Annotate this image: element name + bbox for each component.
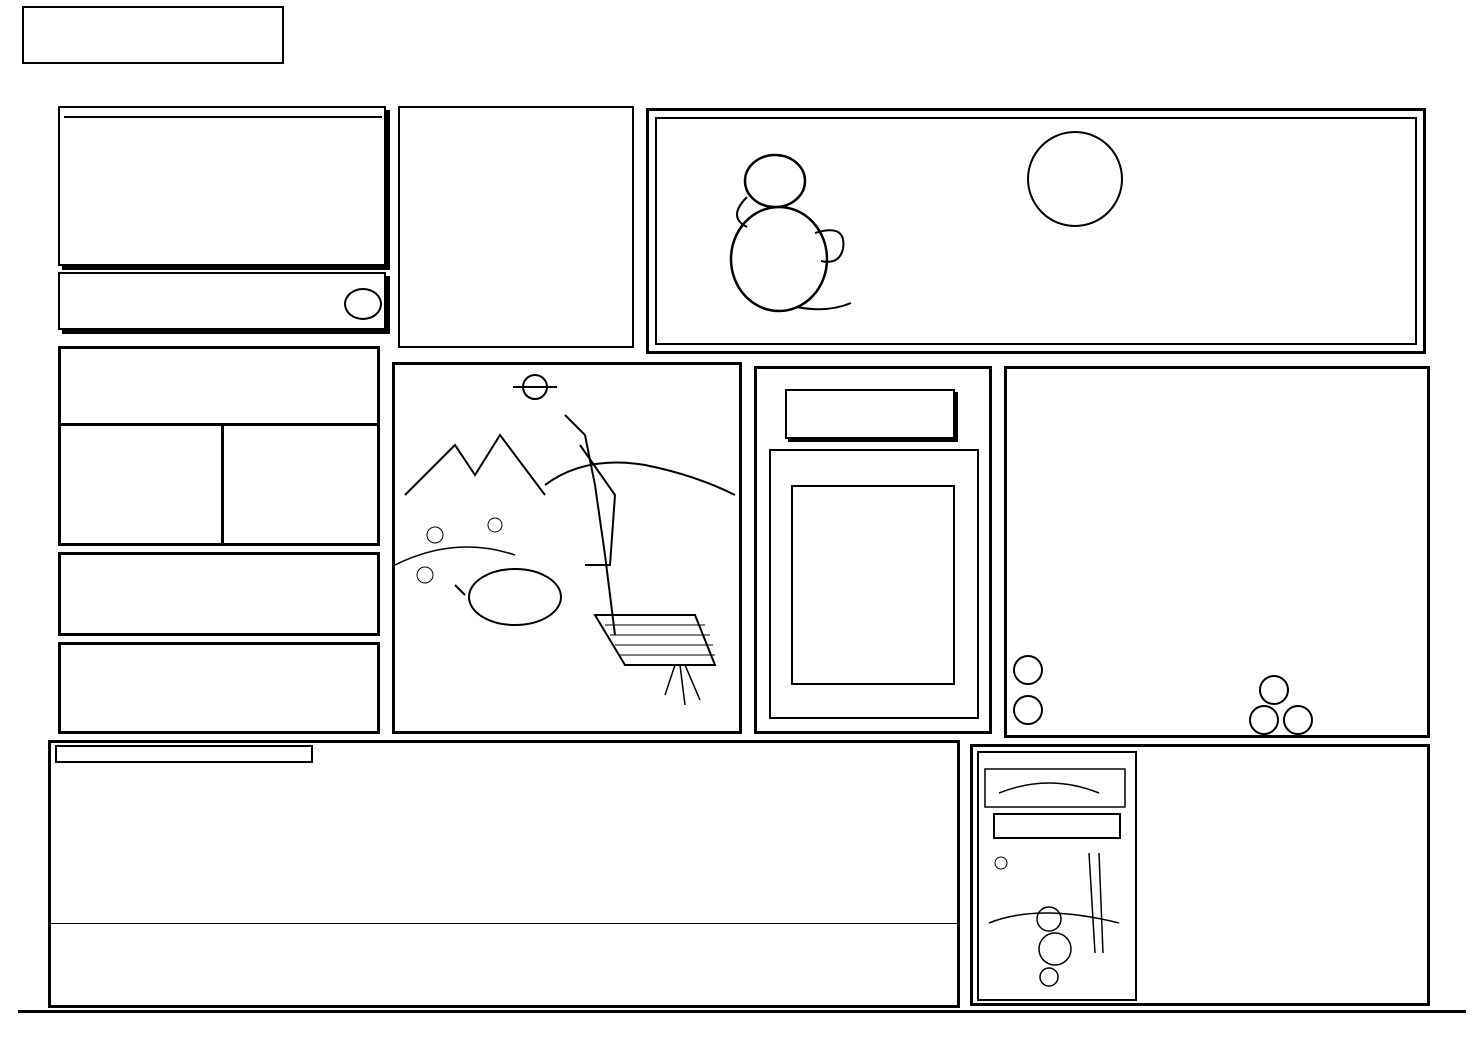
- col-header: [303, 114, 383, 117]
- gift-box: [58, 642, 380, 734]
- results-title: [55, 745, 313, 763]
- last-draw-box: [58, 272, 386, 330]
- this-issue-box: [58, 346, 380, 546]
- results-box: [48, 740, 960, 1008]
- riddle-box: [970, 744, 1430, 1006]
- special-number: [344, 288, 382, 320]
- odd-circle-2: [1249, 705, 1279, 735]
- hot-cold-table: [64, 114, 382, 118]
- treasure-illustration: [395, 365, 739, 731]
- big-circle-2: [1013, 695, 1043, 725]
- analysis-odd-text: [1249, 429, 1425, 669]
- seal-icon: [1027, 131, 1123, 227]
- draw-dot-grid: [315, 763, 955, 925]
- hot-cold-title: [60, 108, 384, 112]
- col-header: [223, 114, 303, 117]
- big-circle-1: [1013, 655, 1043, 685]
- odd-circle-1: [1259, 675, 1289, 705]
- left-side-strip: [14, 102, 42, 1007]
- illustration-box: [392, 362, 742, 734]
- scroll-box: [769, 449, 979, 719]
- gourd-icon: [717, 137, 867, 317]
- treasure-map-box: [754, 366, 992, 734]
- top-banner-strip: [22, 74, 1462, 98]
- this-issue-numbers-box: [58, 552, 380, 636]
- col-header: [144, 114, 224, 117]
- odd-circle-3: [1283, 705, 1313, 735]
- right-side-strip: [1432, 102, 1460, 1007]
- tips-box: [398, 106, 634, 348]
- col-header: [64, 114, 144, 117]
- treasure-map-title-box: [785, 389, 955, 439]
- analysis-big-text: [1035, 429, 1215, 669]
- bottom-divider: [18, 1010, 1466, 1013]
- hot-cold-table-box: [58, 106, 386, 266]
- notice-box: [22, 6, 284, 64]
- riddle-title: [993, 813, 1121, 839]
- big-logo-box: [646, 108, 1426, 354]
- panda-illustration: [979, 753, 1135, 999]
- analysis-box: [1004, 366, 1430, 738]
- riddle-picture: [977, 751, 1137, 1001]
